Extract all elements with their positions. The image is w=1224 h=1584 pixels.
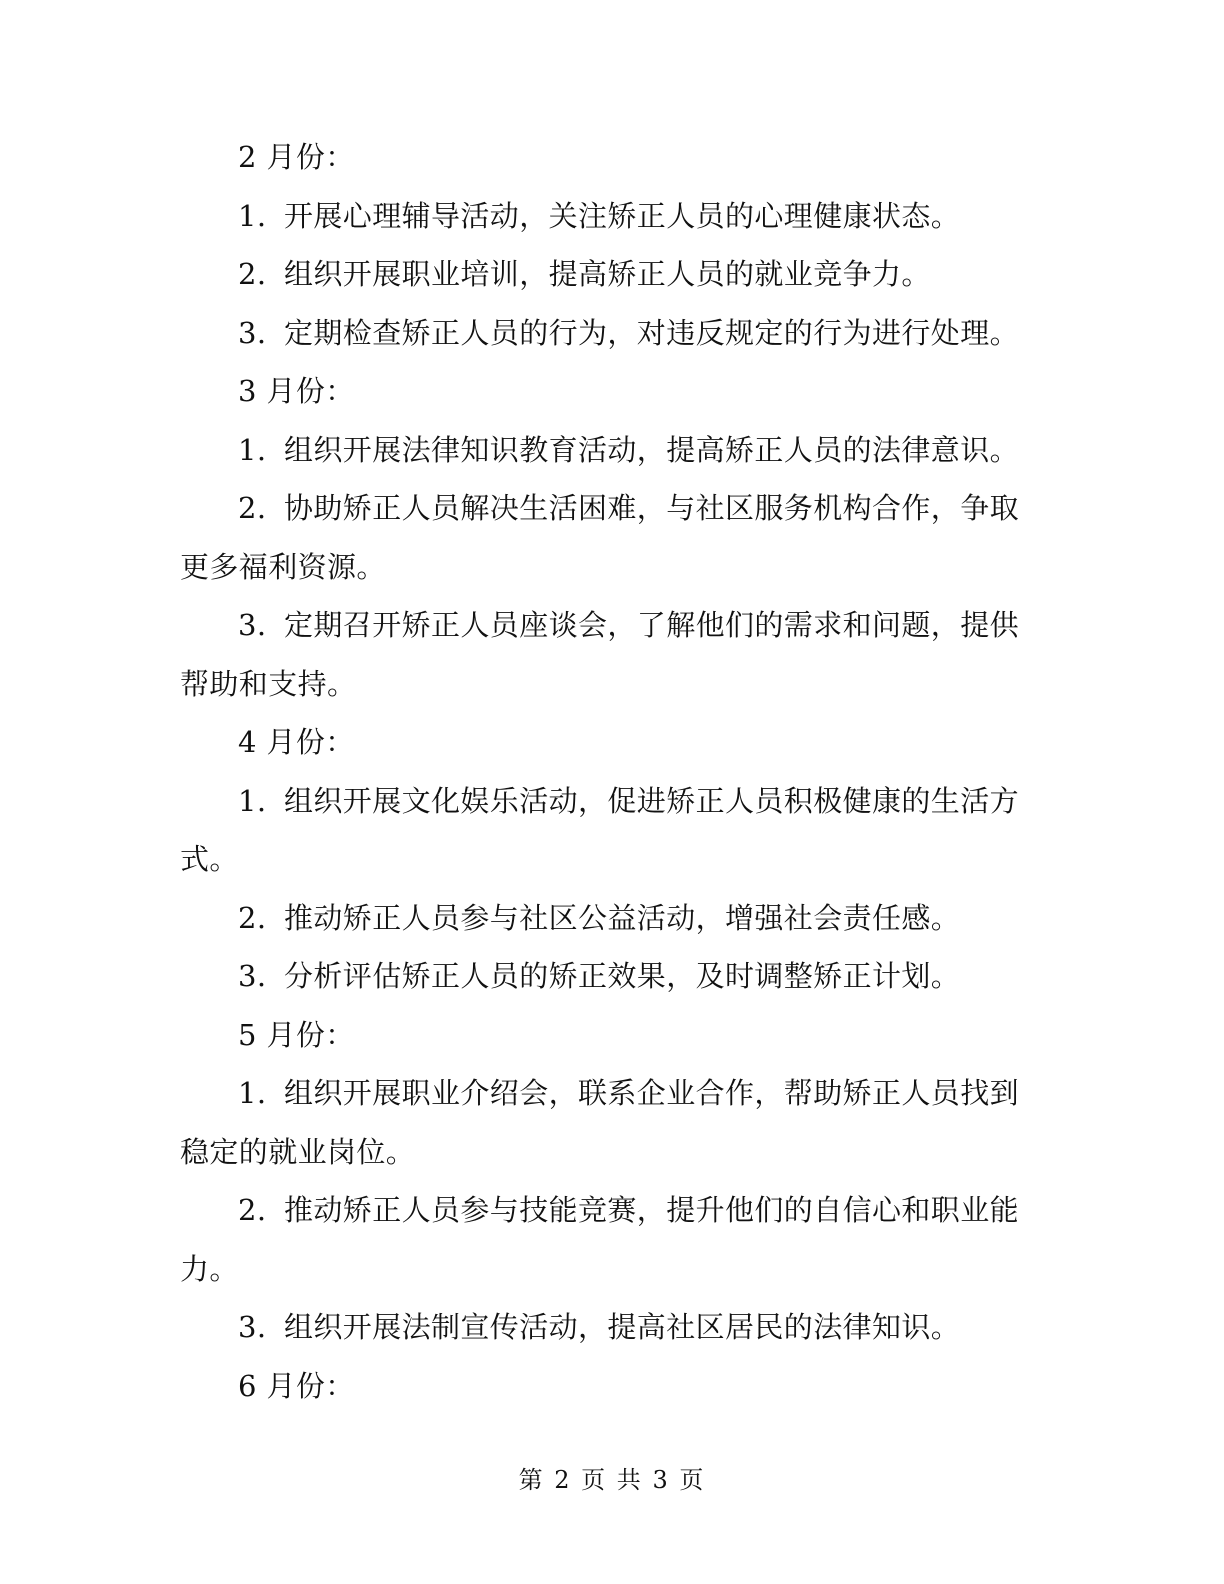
item-text: 分析评估矫正人员的矫正效果，及时调整矫正计划。 <box>284 959 961 993</box>
item-text: 组织开展职业介绍会，联系企业合作，帮助矫正人员找到稳定的就业岗位。 <box>180 1076 1020 1169</box>
list-item <box>180 1298 1030 1357</box>
item-text: 推动矫正人员参与社区公益活动，增强社会责任感。 <box>284 900 961 935</box>
item-number: 3. <box>238 959 267 993</box>
month-heading: 3 月份： <box>238 374 355 408</box>
item-number: 2. <box>238 257 267 291</box>
document-body <box>180 128 1030 1415</box>
item-number: 3. <box>238 1310 267 1344</box>
item-number: 2. <box>238 1193 267 1227</box>
list-item <box>180 596 1030 713</box>
item-text: 定期检查矫正人员的行为，对违反规定的行为进行处理。 <box>284 315 1020 350</box>
month-heading: 4 月份： <box>238 725 355 759</box>
month-heading: 6 月份： <box>238 1368 355 1403</box>
item-text: 协助矫正人员解决生活困难，与社区服务机构合作，争取更多福利资源。 <box>180 491 1020 584</box>
month-heading: 5 月份： <box>238 1017 355 1052</box>
list-item <box>180 304 1030 363</box>
month-heading: 2 月份： <box>238 140 355 174</box>
item-text: 组织开展法制宣传活动，提高社区居民的法律知识。 <box>284 1310 961 1344</box>
item-text: 定期召开矫正人员座谈会，了解他们的需求和问题，提供帮助和支持。 <box>180 608 1020 701</box>
list-item <box>180 245 1030 304</box>
item-number: 1. <box>238 198 267 233</box>
item-number: 2. <box>238 491 267 525</box>
item-text: 组织开展文化娱乐活动，促进矫正人员积极健康的生活方式。 <box>180 783 1020 876</box>
item-number: 1. <box>238 783 267 818</box>
page-number-footer: 第 2 页 共 3 页 <box>518 1466 706 1494</box>
list-item <box>180 187 1030 246</box>
item-number: 2. <box>238 900 267 935</box>
list-item <box>180 947 1030 1006</box>
list-item <box>180 1064 1030 1181</box>
item-text: 组织开展职业培训，提高矫正人员的就业竞争力。 <box>284 257 931 291</box>
item-number: 1. <box>238 432 267 467</box>
list-item <box>180 421 1030 480</box>
item-number: 1. <box>238 1076 267 1110</box>
list-item <box>180 479 1030 596</box>
item-text: 推动矫正人员参与技能竞赛，提升他们的自信心和职业能力。 <box>180 1193 1020 1286</box>
item-number: 3. <box>238 315 267 350</box>
item-number: 3. <box>238 608 267 642</box>
item-text: 开展心理辅导活动，关注矫正人员的心理健康状态。 <box>284 198 961 233</box>
item-text: 组织开展法律知识教育活动，提高矫正人员的法律意识。 <box>284 432 1020 467</box>
list-item <box>180 1181 1030 1298</box>
list-item <box>180 889 1030 948</box>
list-item <box>180 772 1030 889</box>
